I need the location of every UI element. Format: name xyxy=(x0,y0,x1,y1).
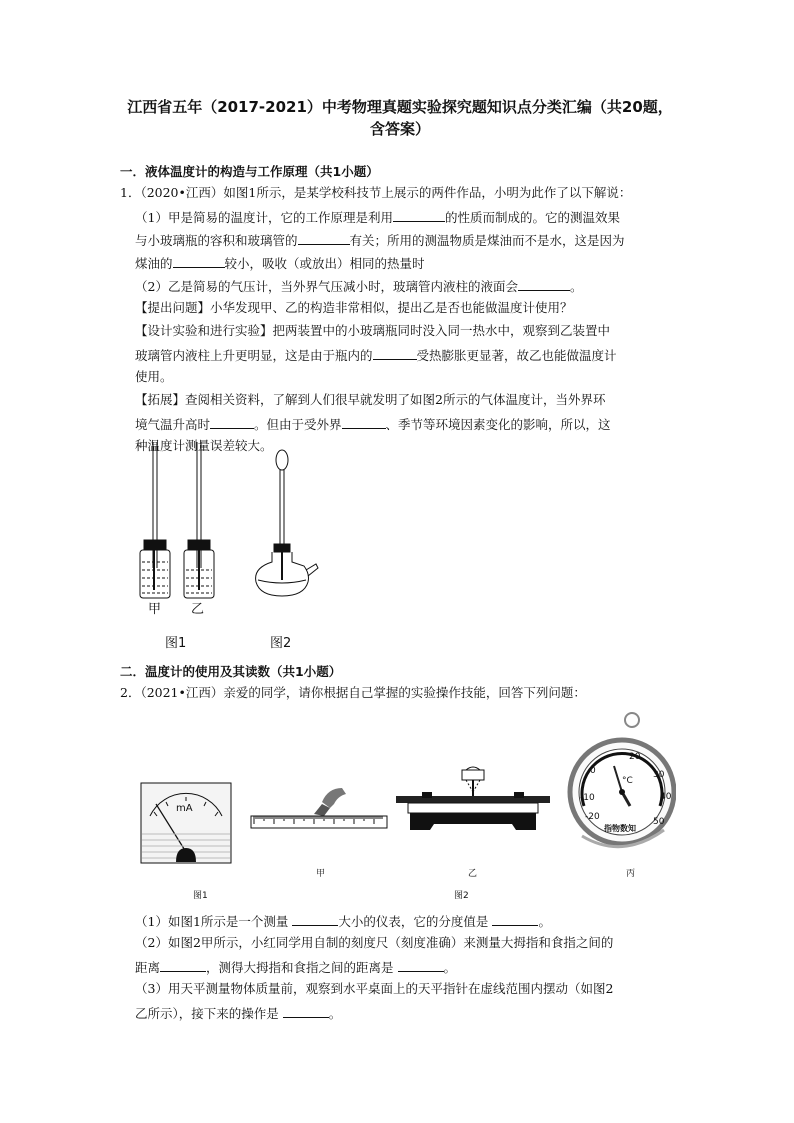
answer-blank[interactable] xyxy=(373,346,417,360)
thermometer-jia xyxy=(140,442,170,598)
label-yi: 乙 xyxy=(468,869,478,879)
q1-line-8: 使用。 xyxy=(135,369,173,384)
figure-2-caption: 图2 xyxy=(454,891,469,901)
q2-line-2: （2）如图2甲所示，小红同学用自制的刻度尺（刻度准确）来测量大拇指和食指之间的 xyxy=(135,935,614,950)
label-jia: 甲 xyxy=(148,602,162,617)
answer-blank[interactable] xyxy=(210,415,254,429)
thermometer-brand: 指物数知 xyxy=(604,824,636,833)
q1-line-6: 【设计实验和进行实验】把两装置中的小玻璃瓶同时没入同一热水中，观察到乙装置中 xyxy=(135,323,611,338)
answer-blank[interactable] xyxy=(173,254,225,268)
milliammeter-figure xyxy=(140,782,232,864)
thermometer-tick-label: 30 xyxy=(653,770,665,780)
thermometer-unit: °C xyxy=(622,776,633,786)
q1-line-3: 煤油的 较小，吸收（或放出）相同的热量时 xyxy=(135,256,425,271)
q1-label: 1．（2020•江西）如图1所示，是某学校科技节上展示的两件作品，小明为此作了以下解说： xyxy=(120,185,632,200)
answer-blank[interactable] xyxy=(393,208,445,222)
q1-line-1: （1）甲是简易的温度计，它的工作原理是利用 的性质而制成的。它的测温效果 xyxy=(135,210,620,225)
q1-figure-drawing xyxy=(128,440,328,608)
q1-line-7: 玻璃管内液柱上升更明显，这是由于瓶内的 受热膨胀更显著，故乙也能做温度计 xyxy=(135,348,617,363)
balance-figure xyxy=(396,766,550,842)
meter-unit-label: mA xyxy=(176,803,193,814)
q2-line-3: 距离 ，测得大拇指和食指之间的距离是 。 xyxy=(135,960,457,975)
q1-line-9: 【拓展】查阅相关资料，了解到人们很早就发明了如图2所示的气体温度计，当外界环 xyxy=(135,392,606,407)
figure-1-caption: 图1 xyxy=(193,891,208,901)
answer-blank[interactable] xyxy=(518,277,570,291)
q2-line-1: （1）如图1所示是一个测量 大小的仪表，它的分度值是 。 xyxy=(135,914,551,929)
answer-blank[interactable] xyxy=(292,912,338,926)
thermometer-tick-label: 40 xyxy=(660,792,672,802)
label-yi: 乙 xyxy=(191,602,205,617)
q2-label: 2．（2021•江西）亲爱的同学，请你根据自己掌握的实验操作技能，回答下列问题： xyxy=(120,685,586,700)
q1-line-5: 【提出问题】小华发现甲、乙的构造非常相似，提出乙是否也能做温度计使用？ xyxy=(135,300,573,315)
thermometer-tick-label: -20 xyxy=(585,812,600,822)
section-2-heading: 二．温度计的使用及其读数（共1小题） xyxy=(120,664,342,679)
label-jia: 甲 xyxy=(316,869,326,879)
figure-1-caption: 图1 xyxy=(165,636,187,651)
title-line-2: 含答案） xyxy=(369,120,430,138)
answer-blank[interactable] xyxy=(492,912,538,926)
answer-blank[interactable] xyxy=(283,1004,329,1018)
q2-line-5: 乙所示），接下来的操作是 。 xyxy=(135,1006,342,1021)
section-1-heading: 一．液体温度计的构造与工作原理（共1小题） xyxy=(120,164,379,179)
dial-thermometer-figure xyxy=(564,710,676,862)
figure-2-caption: 图2 xyxy=(270,636,292,651)
answer-blank[interactable] xyxy=(342,415,386,429)
q1-line-11: 种温度计测量误差较大。 xyxy=(135,438,273,453)
thermometer-tick-label: -10 xyxy=(580,793,595,803)
gas-thermometer xyxy=(256,450,318,596)
document-title xyxy=(110,96,690,140)
barometer-yi xyxy=(184,442,214,598)
answer-blank[interactable] xyxy=(298,231,350,245)
thermometer-tick-label: 0 xyxy=(590,766,596,776)
ruler-figure xyxy=(250,786,390,830)
answer-blank[interactable] xyxy=(160,958,206,972)
q1-line-10: 境气温升高时 。但由于受外界 、季节等环境因素变化的影响，所以，这 xyxy=(135,417,611,432)
thermometer-tick-label: 20 xyxy=(629,752,641,762)
title-line-1: 江西省五年（2017-2021）中考物理真题实验探究题知识点分类汇编（共20题， xyxy=(127,98,673,116)
answer-blank[interactable] xyxy=(398,958,444,972)
q1-line-4: （2）乙是简易的气压计，当外界气压减小时，玻璃管内液柱的液面会 。 xyxy=(135,279,583,294)
label-bing: 丙 xyxy=(626,869,636,879)
q2-line-4: （3）用天平测量物体质量前，观察到水平桌面上的天平指针在虚线范围内摆动（如图2 xyxy=(135,981,614,996)
thermometer-tick-label: 50 xyxy=(653,817,665,827)
q1-line-2: 与小玻璃瓶的容积和玻璃管的 有关；所用的测温物质是煤油而不是水，这是因为 xyxy=(135,233,625,248)
